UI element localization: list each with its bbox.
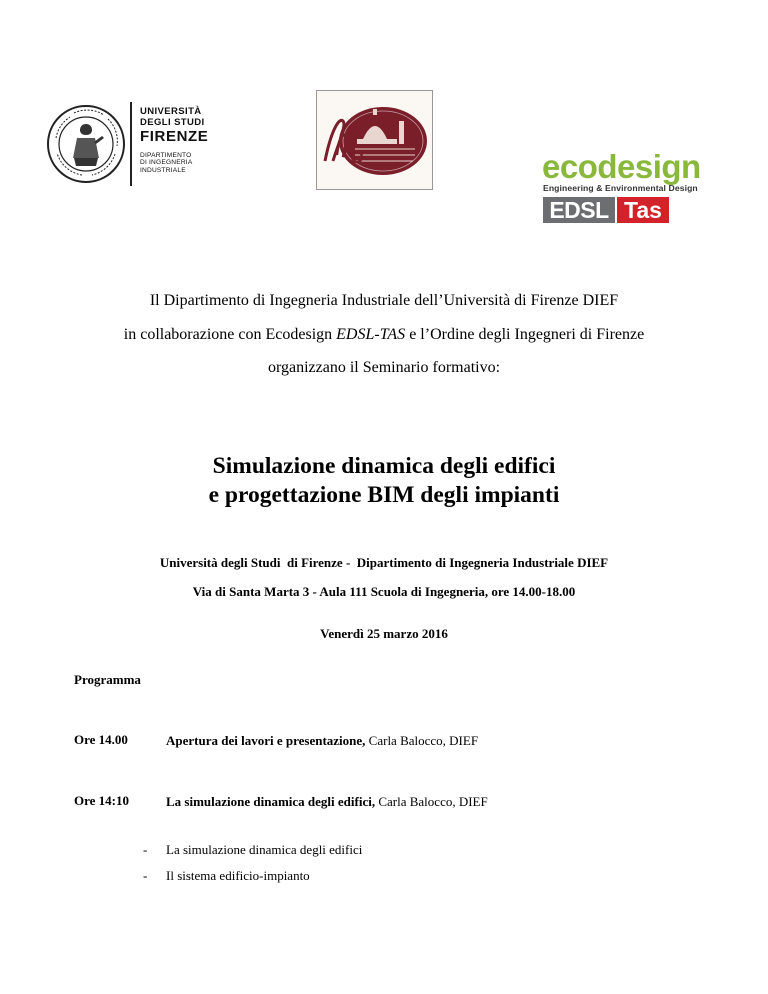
intro-line2 — [0, 325, 768, 345]
unifi-seal-icon — [44, 98, 128, 190]
intro-line1: Il Dipartimento di Ingegneria Industriale dell’Università di Firenze DIEF — [149, 292, 619, 309]
unifi-logo — [44, 98, 244, 190]
ordine-ingegneri-logo — [316, 90, 433, 190]
event-date: Venerdì 25 marzo 2016 — [320, 626, 448, 641]
ecodesign-tagline: Engineering & Environmental Design — [543, 183, 698, 193]
venue-line1: Università degli Studi di Firenze - Dipartimento di Ingegneria Industriale DIEF — [159, 555, 609, 570]
program-item-speaker: Carla Balocco, DIEF — [375, 794, 488, 809]
program-subitem: Il sistema edificio-impianto — [166, 868, 310, 883]
program-item-time: Ore 14.00 — [74, 732, 128, 747]
ecodesign-wordmark: ecodesign — [542, 148, 701, 185]
ecodesign-logo — [540, 150, 720, 225]
program-item-time: Ore 14:10 — [74, 793, 129, 808]
intro-line2-post: e l’Ordine degli Ingegneri di Firenze — [405, 326, 645, 343]
ordine-emblem-icon — [317, 91, 432, 189]
unifi-line1: UNIVERSITÀ — [140, 106, 202, 117]
program-heading: Programma — [74, 672, 141, 687]
intro-line2-italic: EDSL-TAS — [336, 326, 406, 343]
edsl-badge: EDSL — [543, 197, 615, 223]
unifi-line2: DEGLI STUDI — [140, 117, 205, 128]
unifi-wordmark — [140, 106, 208, 174]
intro-line2-pre: in collaborazione con Ecodesign — [123, 326, 337, 343]
seminar-title-line2: e progettazione BIM degli impianti — [208, 482, 560, 508]
unifi-dept-line1: DIPARTIMENTO — [140, 152, 192, 159]
venue-line2: Via di Santa Marta 3 - Aula 111 Scuola di Ingegneria, ore 14.00-18.00 — [192, 584, 576, 599]
program-item-body — [166, 732, 478, 750]
logo-divider — [130, 102, 132, 186]
program-item-speaker: Carla Balocco, DIEF — [365, 733, 479, 748]
unifi-line3: FIRENZE — [140, 128, 209, 145]
program-item-body — [166, 793, 488, 811]
program-subitem: La simulazione dinamica degli edifici — [166, 842, 363, 857]
unifi-department — [140, 152, 208, 174]
program-item-title: Apertura dei lavori e presentazione, — [166, 733, 366, 748]
intro-line3: organizzano il Seminario formativo: — [267, 359, 501, 376]
program-subitem-bullet: - — [143, 842, 148, 857]
seminar-title-line1: Simulazione dinamica degli edifici — [212, 453, 556, 479]
program-item-title: La simulazione dinamica degli edifici, — [166, 794, 376, 809]
tas-badge: Tas — [617, 197, 669, 223]
program-subitem-bullet: - — [143, 868, 148, 883]
unifi-dept-line3: INDUSTRIALE — [140, 166, 186, 174]
unifi-dept-line2: DI INGEGNERIA — [140, 159, 193, 167]
